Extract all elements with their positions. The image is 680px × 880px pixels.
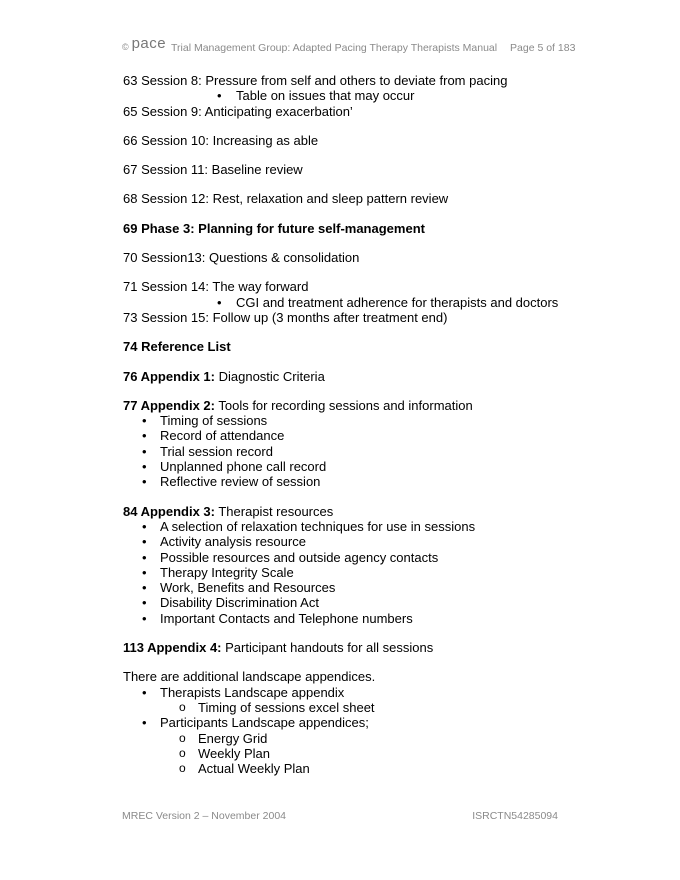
toc-entry-session-14: 71 Session 14: The way forward [123,279,309,295]
list-item: • A selection of relaxation techniques for use in sessions [123,519,623,534]
toc-entry-session-10: 66 Session 10: Increasing as able [123,132,319,148]
toc-entry-session-12: 68 Session 12: Rest, relaxation and sleep pattern review [123,191,449,207]
list-item: • Possible resources and outside agency contacts [123,550,623,565]
toc-entry-appendix-1 [123,369,623,384]
list-item: • Work, Benefits and Resources [123,580,623,595]
appendix-title: Diagnostic Criteria [214,368,325,384]
list-item: • Therapy Integrity Scale [123,565,623,580]
header-title: Trial Management Group: Adapted Pacing Therapy Therapists Manual [171,42,498,54]
appendix-number: 77 Appendix 2: [123,397,215,413]
appendix-number: 84 Appendix 3: [123,503,215,519]
landscape-list [123,685,623,777]
sub-list-item: o Weekly Plan [123,746,623,761]
toc-subitem: • CGI and treatment adherence for therapists and doctors [123,295,623,310]
toc-entry-session-8: 63 Session 8: Pressure from self and others to deviate from pacing [123,73,508,88]
page-header [122,35,592,55]
toc-entry-appendix-2 [123,398,623,413]
list-item: • Timing of sessions [123,413,623,428]
sub-list-item: o Energy Grid [123,731,623,746]
sub-list-item: o Timing of sessions excel sheet [123,700,623,715]
footer-version: MREC Version 2 – November 2004 [122,810,286,822]
list-item: • Unplanned phone call record [123,459,623,474]
toc-entry-appendix-4 [123,640,623,655]
footer-isrctn: ISRCTN54285094 [472,810,558,822]
list-item: • Record of attendance [123,428,623,443]
appendix-2-list [123,413,623,489]
toc-subitem: • Table on issues that may occur [123,88,623,103]
toc-entry-reference-list: 74 Reference List [123,339,231,355]
appendix-number: 76 Appendix 1: [123,368,215,384]
landscape-intro: There are additional landscape appendices. [123,669,376,685]
list-item: • Trial session record [123,444,623,459]
toc-entry-phase-3: 69 Phase 3: Planning for future self-management [123,220,425,236]
appendix-title: Participant handouts for all sessions [221,640,434,656]
table-of-contents [123,73,623,776]
toc-entry-appendix-3 [123,504,623,519]
toc-entry-session-15: 73 Session 15: Follow up (3 months after treatment end) [123,309,448,325]
appendix-3-list [123,519,623,626]
appendix-title: Therapist resources [214,503,334,519]
list-item: • Disability Discrimination Act [123,595,623,610]
page-footer [122,810,558,822]
list-item: • Reflective review of session [123,474,623,489]
list-item: • Important Contacts and Telephone numbers [123,611,623,626]
list-item: • Therapists Landscape appendix [123,685,623,700]
page-number: Page 5 of 183 [510,42,576,54]
appendix-number: 113 Appendix 4: [123,640,222,656]
copyright-symbol: © [122,42,129,52]
toc-entry-session-9: 65 Session 9: Anticipating exacerbation’ [123,103,353,119]
list-item: • Activity analysis resource [123,534,623,549]
toc-entry-session-11: 67 Session 11: Baseline review [123,162,303,178]
pace-logo: pace [131,35,167,52]
list-item: • Participants Landscape appendices; [123,715,623,730]
toc-entry-session-13: 70 Session13: Questions & consolidation [123,250,360,266]
sub-list-item: o Actual Weekly Plan [123,761,623,776]
appendix-title: Tools for recording sessions and information [214,397,473,413]
